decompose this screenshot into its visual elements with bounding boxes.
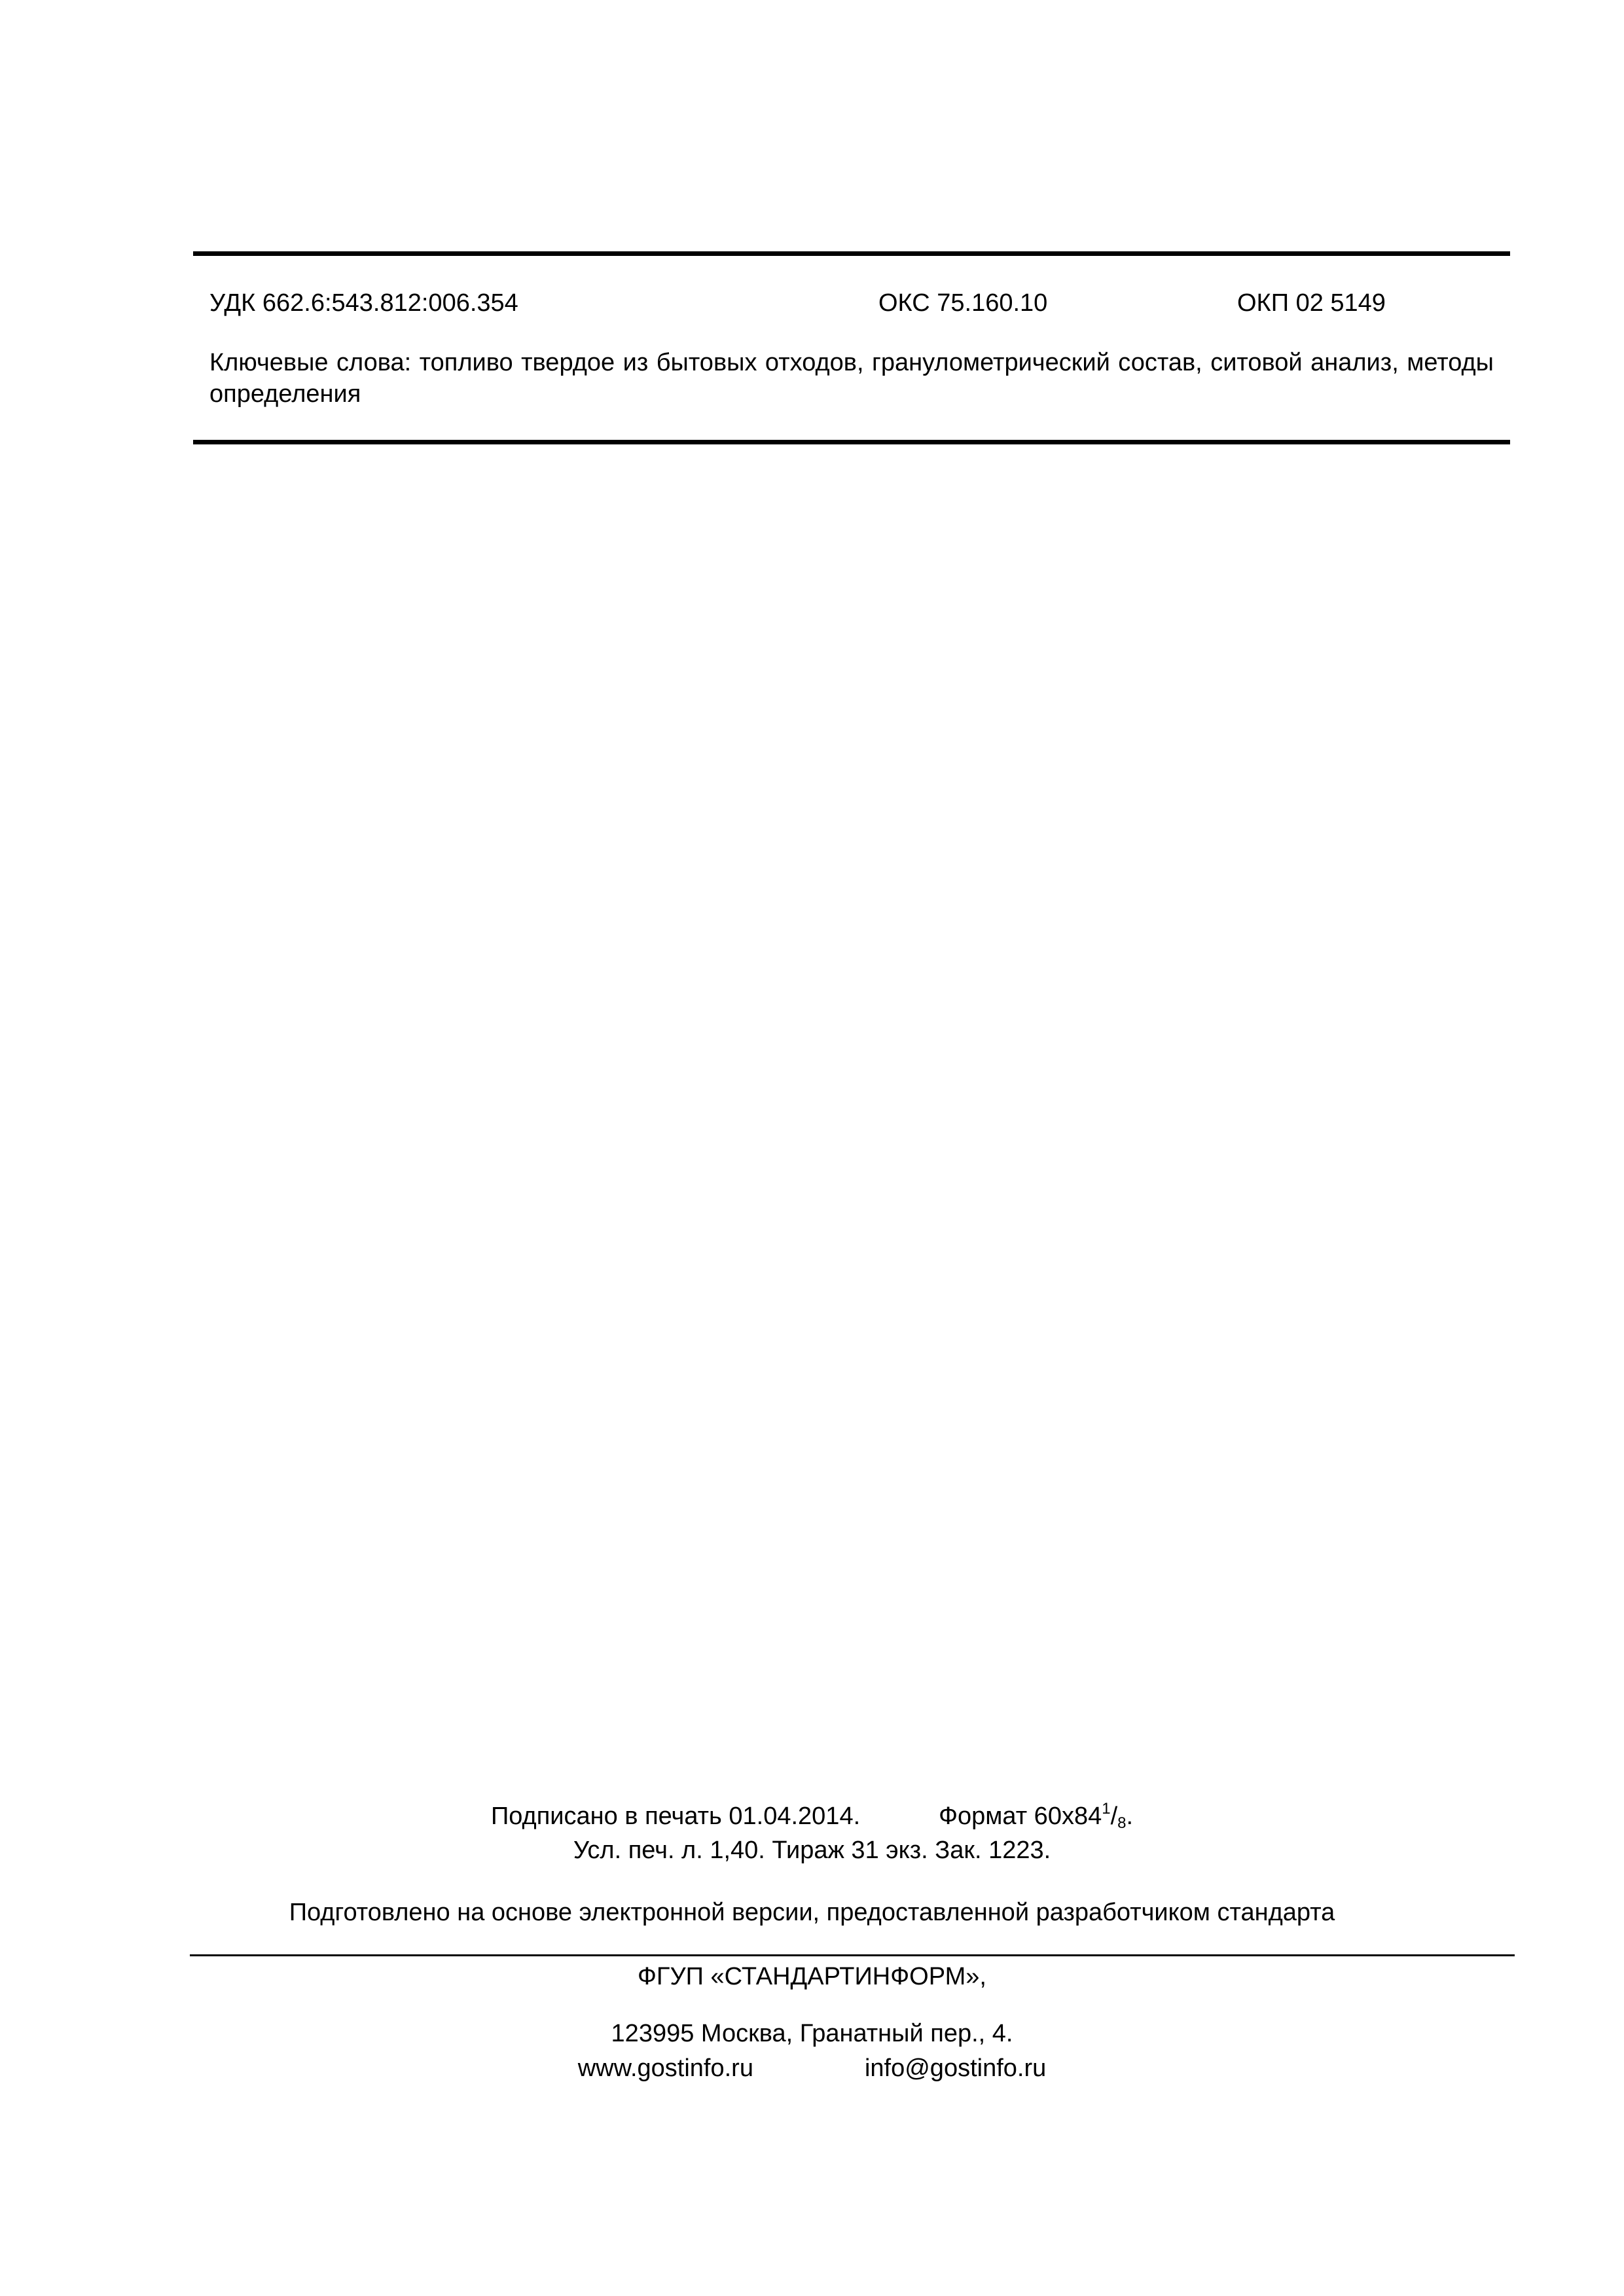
publisher-address: 123995 Москва, Гранатный пер., 4.	[611, 2020, 1013, 2047]
signed-to-print-line	[0, 1800, 1624, 1833]
format-numerator: 1	[1102, 1800, 1111, 1818]
print-details-line: Усл. печ. л. 1,40. Тираж 31 экз. Зак. 1223.	[573, 1837, 1051, 1864]
bottom-rule	[193, 440, 1510, 444]
format-suffix: .	[1126, 1803, 1134, 1830]
publisher-name: ФГУП «СТАНДАРТИНФОРМ»,	[638, 1963, 986, 1990]
website-link[interactable]: www.gostinfo.ru	[577, 2054, 753, 2082]
format-slash: /	[1110, 1803, 1118, 1830]
udk-code: УДК 662.6:543.812:006.354	[209, 289, 518, 317]
signed-date: Подписано в печать 01.04.2014.	[490, 1803, 861, 1830]
okp-code: ОКП 02 5149	[1237, 289, 1386, 317]
prepared-note: Подготовлено на основе электронной версии, предоставленной разработчиком стандарта	[289, 1899, 1335, 1926]
classifier-codes	[209, 287, 1492, 319]
keywords-paragraph: Ключевые слова: топливо твердое из бытовых отходов, гранулометрический состав, ситовой анализ, методы определения	[209, 349, 1494, 408]
top-rule	[193, 251, 1510, 256]
footer-rule	[190, 1954, 1515, 1956]
oks-code: ОКС 75.160.10	[878, 289, 1048, 317]
format-denominator: 8	[1117, 1814, 1127, 1832]
email-link[interactable]: info@gostinfo.ru	[864, 2054, 1047, 2082]
format-label: Формат 60х84	[939, 1803, 1102, 1830]
publisher-contacts	[0, 2052, 1624, 2085]
